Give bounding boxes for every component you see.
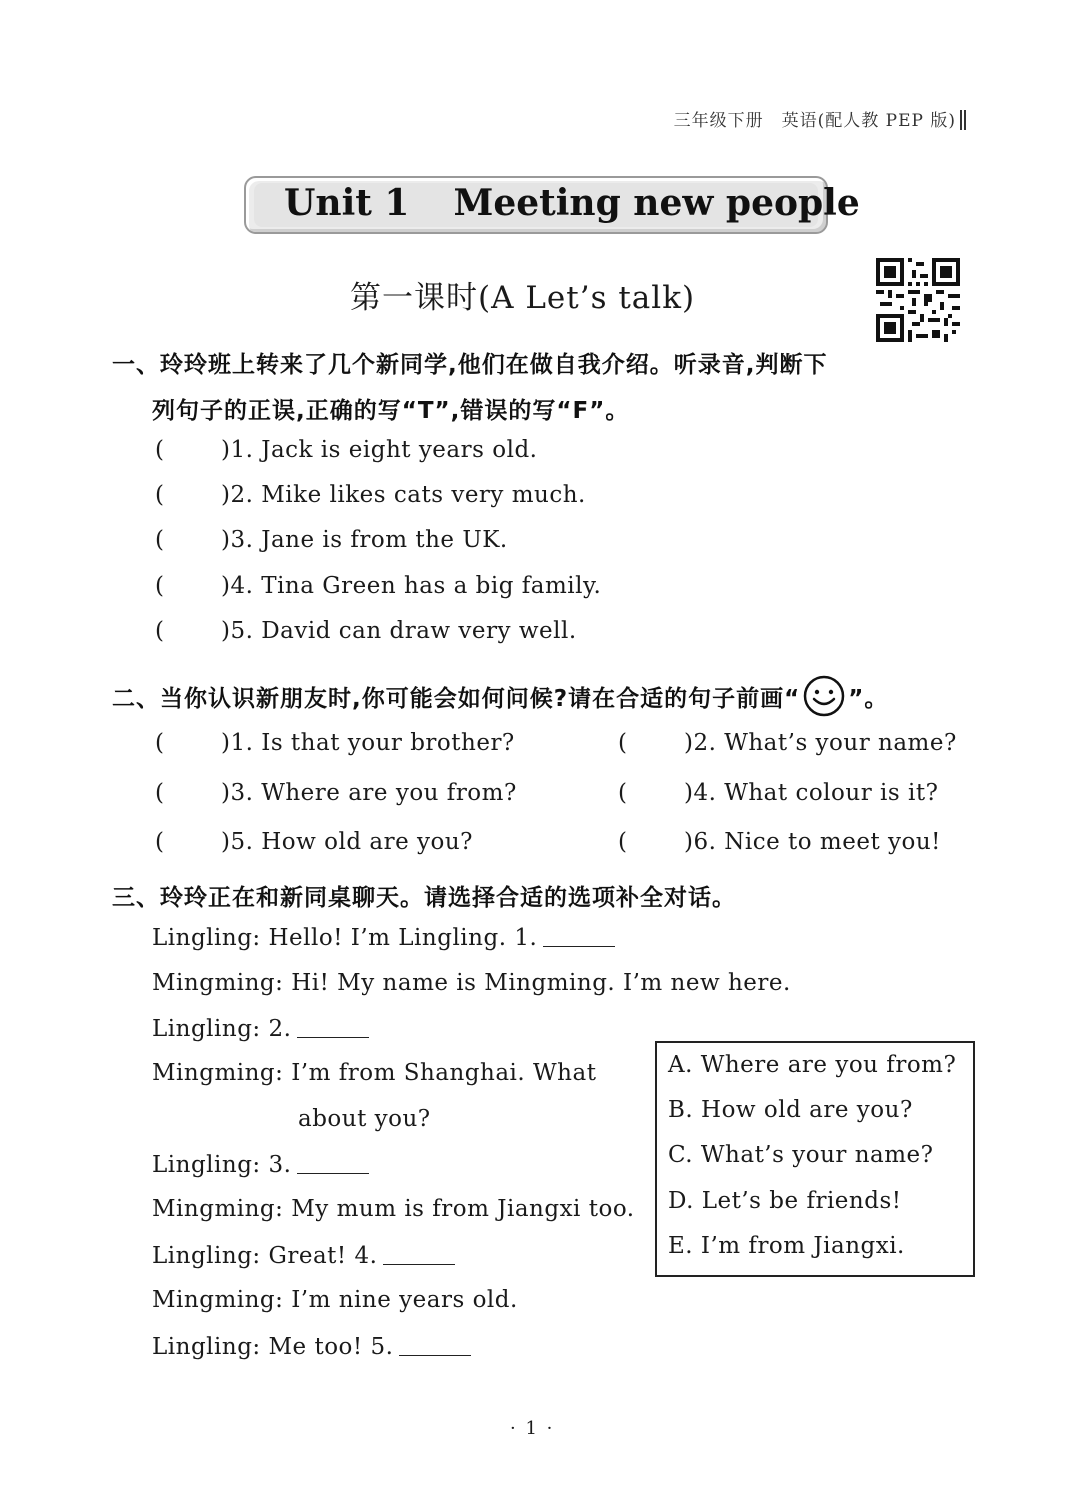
answer-paren: (	[155, 780, 165, 806]
option-e: E. I’m from Jiangxi.	[668, 1233, 905, 1259]
dialog-line-4	[152, 1060, 596, 1086]
section1-item-1[interactable]: ( )1. Jack is eight years old.	[155, 437, 538, 463]
answer-paren: (	[618, 730, 628, 756]
dialog-text: I’m nine years old.	[291, 1287, 518, 1313]
answer-paren: (	[155, 829, 165, 855]
qr-code-icon[interactable]	[876, 258, 960, 342]
header-text: 三年级下册 英语(配人教 PEP 版)	[673, 111, 956, 131]
section1-item-3[interactable]: ( )3. Jane is from the UK.	[155, 527, 508, 553]
speaker-label: Mingming:	[152, 1060, 284, 1086]
dialog-line-5	[152, 1151, 369, 1178]
answer-paren: (	[155, 618, 165, 644]
speaker-label: Lingling:	[152, 1334, 261, 1360]
section2-item-1[interactable]: ( )1. Is that your brother?	[155, 730, 515, 756]
unit-label: Unit 1	[284, 182, 410, 224]
section1-item-4[interactable]: ( )4. Tina Green has a big family.	[155, 573, 602, 599]
dialog-text: 3.	[268, 1152, 292, 1178]
section1-item-2[interactable]: ( )2. Mike likes cats very much.	[155, 482, 586, 508]
dialog-line-8	[152, 1287, 518, 1313]
dialog-text: Hi! My name is Mingming. I’m new here.	[291, 970, 791, 996]
smiley-face-icon	[802, 674, 846, 724]
dialog-line-6	[152, 1196, 635, 1222]
speaker-label: Mingming:	[152, 970, 284, 996]
dialog-text: Hello! I’m Lingling. 1.	[268, 925, 538, 951]
dialog-line-3	[152, 1015, 369, 1042]
dialog-line-4-cont: about you?	[298, 1106, 431, 1132]
unit-name: Meeting new people	[453, 182, 860, 224]
answer-paren: (	[155, 527, 165, 553]
answer-blank-4[interactable]	[383, 1242, 455, 1265]
lesson-title: 第一课时(A Let’s talk)	[350, 280, 696, 316]
page-header	[674, 106, 962, 131]
section2-heading: 二、当你认识新朋友时,你可能会如何问候?请在合适的句子前画“ ”。	[112, 674, 888, 724]
section1-item-5[interactable]: ( )5. David can draw very well.	[155, 618, 577, 644]
header-divider	[960, 110, 962, 130]
answer-paren: (	[155, 573, 165, 599]
dialog-text: I’m from Shanghai. What	[291, 1060, 597, 1086]
option-c: C. What’s your name?	[668, 1142, 934, 1168]
section2-item-6[interactable]: ( )6. Nice to meet you!	[618, 829, 941, 855]
section2-item-5[interactable]: ( )5. How old are you?	[155, 829, 473, 855]
answer-paren: (	[155, 730, 165, 756]
section1-heading-line2: 列句子的正误,正确的写“T”,错误的写“F”。	[152, 398, 630, 424]
answer-blank-1[interactable]	[543, 924, 615, 947]
page-number: · 1 ·	[510, 1418, 555, 1439]
answer-paren: (	[618, 780, 628, 806]
answer-blank-2[interactable]	[297, 1015, 369, 1038]
speaker-label: Lingling:	[152, 1016, 261, 1042]
section1-heading-line1: 一、玲玲班上转来了几个新同学,他们在做自我介绍。听录音,判断下	[112, 352, 828, 378]
option-b: B. How old are you?	[668, 1097, 913, 1123]
section2-item-4[interactable]: ( )4. What colour is it?	[618, 780, 939, 806]
speaker-label: Mingming:	[152, 1196, 284, 1222]
option-a: A. Where are you from?	[668, 1052, 957, 1078]
dialog-text: My mum is from Jiangxi too.	[291, 1196, 635, 1222]
speaker-label: Mingming:	[152, 1287, 284, 1313]
dialog-text: Me too! 5.	[268, 1334, 394, 1360]
answer-paren: (	[155, 437, 165, 463]
dialog-text: Great! 4.	[268, 1243, 378, 1269]
speaker-label: Lingling:	[152, 1152, 261, 1178]
dialog-text: 2.	[268, 1016, 292, 1042]
answer-paren: (	[618, 829, 628, 855]
dialog-line-1	[152, 924, 615, 951]
answer-paren: (	[155, 482, 165, 508]
option-d: D. Let’s be friends!	[668, 1188, 902, 1214]
section2-item-2[interactable]: ( )2. What’s your name?	[618, 730, 957, 756]
speaker-label: Lingling:	[152, 925, 261, 951]
section2-item-3[interactable]: ( )3. Where are you from?	[155, 780, 517, 806]
section3-heading: 三、玲玲正在和新同桌聊天。请选择合适的选项补全对话。	[112, 885, 736, 911]
dialog-line-2	[152, 970, 791, 996]
speaker-label: Lingling:	[152, 1243, 261, 1269]
unit-title	[284, 182, 860, 224]
dialog-line-9	[152, 1333, 471, 1360]
answer-blank-5[interactable]	[399, 1333, 471, 1356]
dialog-line-7	[152, 1242, 455, 1269]
answer-blank-3[interactable]	[297, 1151, 369, 1174]
